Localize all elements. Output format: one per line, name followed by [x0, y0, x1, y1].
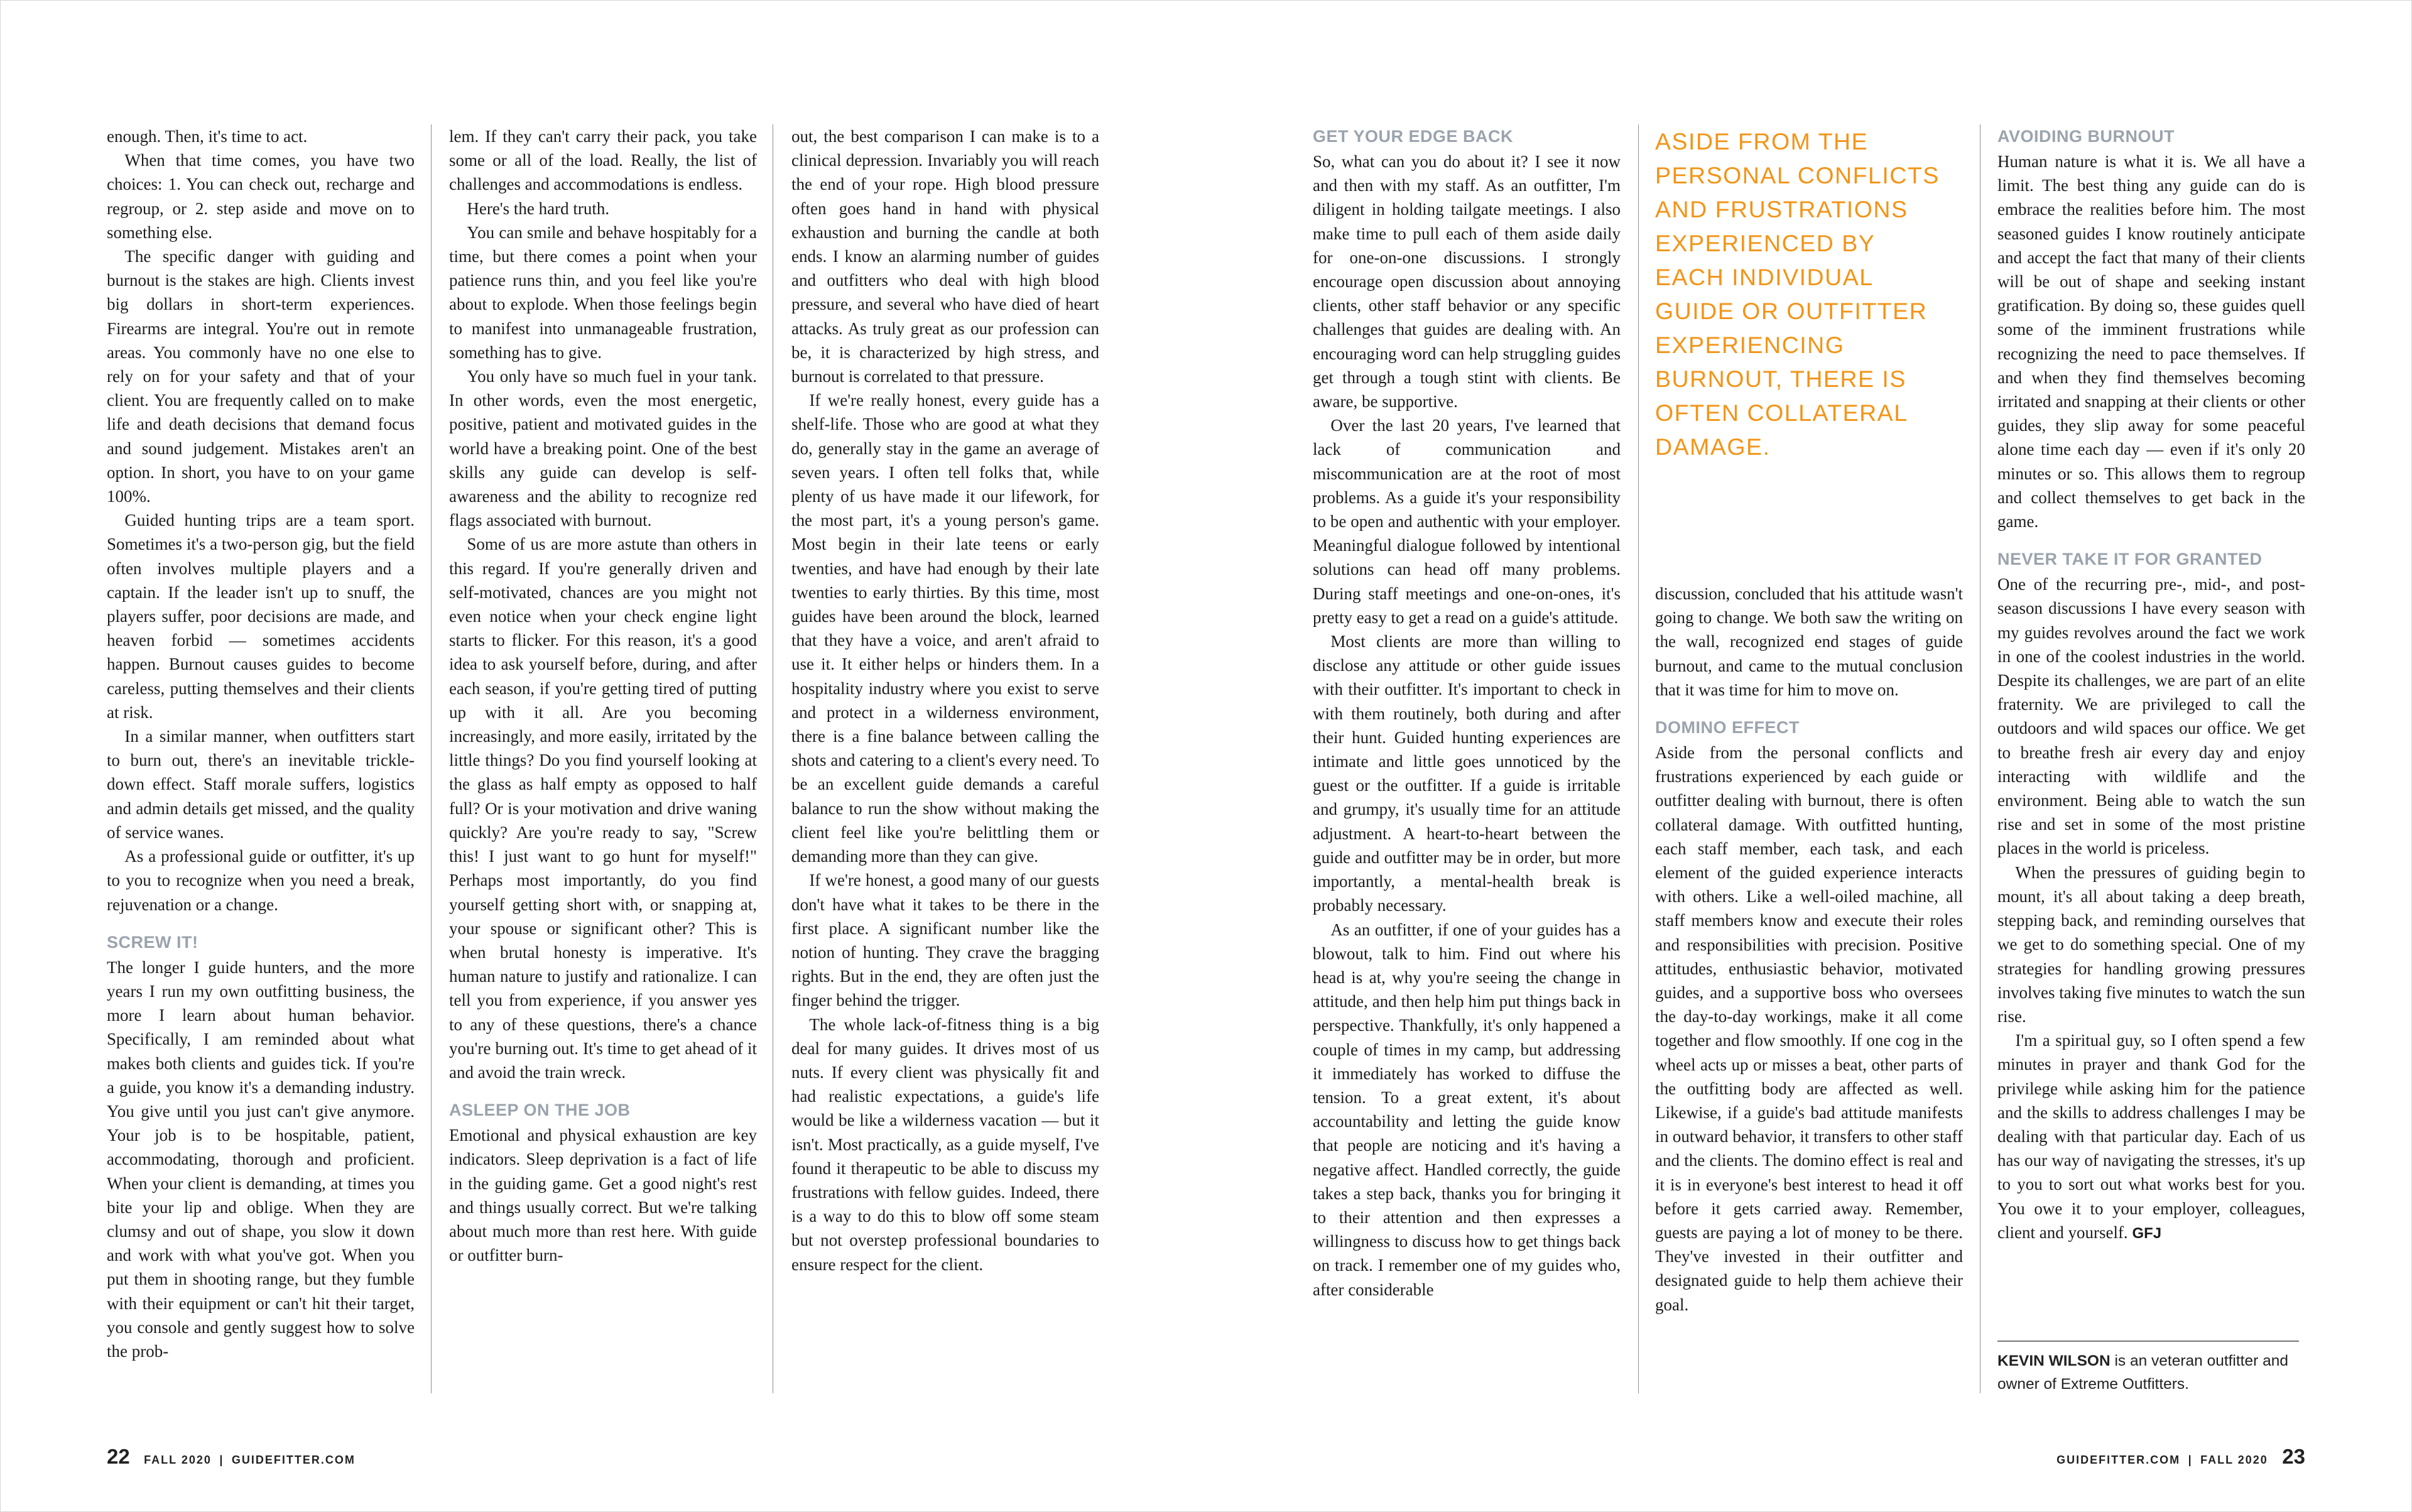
paragraph: So, what can you do about it? I see it now and then with my staff. As an outfitter, I'm diligent in holding tailgate meetings. I also make time to pull each of them aside daily for one-on-one discussions. I strongly encourage open discussion about annoying clients, other staff behavior or any specific challenges that guides are dealing with. An encouraging word can help struggling guides get through a tough stint with clients. Be aware, be supportive. [1313, 152, 1621, 411]
paragraph: Aside from the personal conflicts and frustrations experienced by each guide or outfitter dealing with burnout, there is often collateral damage. With outfitted hunting, each staff member, each task, and each element of the guided experience interacts with others. Like a well-oiled machine, all staff members know and execute their roles and responsibilities with precision. Positive attitudes, enthusiastic behavior, motivated guides, and a supportive boss who oversees the day-to-day workings, make it all come together and flow smoothly. If one cog in the wheel acts up or misses a beat, other parts of the outfitting body are affected as well. Likewise, if a guide's bad attitude manifests in outward behavior, it transfers to other staff and the clients. The domino effect is real and it is in everyone's best interest to head it off before it gets carried away. Remember, guests are paying a lot of money to be there. They've invested in their outfitter and designated guide to help them achieve their goal. [1655, 743, 1963, 1314]
paragraph: Here's the hard truth. [467, 199, 610, 218]
site-label: GUIDEFITTER.COM [231, 1454, 356, 1466]
section-heading-screw-it: SCREW IT! [107, 932, 198, 952]
paragraph: out, the best comparison I can make is to a clinical depression. Invariably you will reach the end of your rope. High blood pressure often goes hand in hand with physical exhaustion and burning the candle at both ends. I know an alarming number of guides and outfitters who deal with high blood pressure, and several who have died of heart attacks. As truly great as our profession can be, it is characterized by high stress, and burnout is correlated to that pressure. [791, 127, 1099, 386]
pull-quote: ASIDE FROM THE PERSONAL CONFLICTS AND FRUSTRATIONS EXPERIENCED BY EACH INDIVIDUAL GUIDE OR OUTFITTER EXPERIENCING BURNOUT, THERE IS OFTEN COLLATERAL DAMAGE. [1655, 128, 1940, 460]
author-bio [1997, 1349, 2299, 1396]
paragraph: You only have so much fuel in your tank. In other words, even the most energetic, positive, patient and motivated guides in the world have a breaking point. One of the best skills any guide can develop is self-awareness and the ability to recognize red flags associated with burnout. [449, 367, 757, 530]
column-5 [1655, 582, 1963, 1400]
bio-rule [1997, 1341, 2299, 1342]
paragraph: Human nature is what it is. We all have a limit. The best thing any guide can do is embrace the realities before him. The most seasoned guides I know routinely anticipate and accept the fact that many of their clients will be out of shape and seeking instant gratification. By doing so, these guides quell some of the imminent frustrations while recognizing the need to pace themselves. If and when they find themselves becoming irritated and snapping at their clients or other guides, they slip away for some peaceful alone time each day — even if it's only 20 minutes or so. This allows them to regroup and collect themselves to get back in the game. [1997, 152, 2305, 531]
separator: | [2188, 1454, 2193, 1466]
column-6 [1997, 124, 2305, 1337]
separator: | [219, 1454, 224, 1466]
paragraph: lem. If they can't carry their pack, you take some or all of the load. Really, the list of challenges and accommodations is endless. [449, 127, 757, 194]
paragraph: Most clients are more than willing to disclose any attitude or other guide issues with their outfitter. It's important to check in with them routinely, both during and after their hunt. Guided hunting experiences are intimate and little goes unnoticed by the guest or the outfitter. If a guide is irritable and grumpy, it's usually time for an attitude adjustment. A heart-to-heart between the guide and outfitter may be in order, but more importantly, a mental-health break is probably necessary. [1313, 632, 1621, 915]
paragraph: When that time comes, you have two choices: 1. You can check out, recharge and regroup, or 2. step aside and move on to something else. [107, 151, 415, 242]
section-heading-domino-effect: DOMINO EFFECT [1655, 718, 1800, 737]
paragraph: discussion, concluded that his attitude wasn't going to change. We both saw the writing on the wall, recognized end stages of guide burnout, and came to the mutual conclusion that it was time for him to move on. [1655, 584, 1963, 699]
paragraph-text: I'm a spiritual guy, so I often spend a few minutes in prayer and thank God for the privilege while asking him for the patience and the skills to address challenges I may be dealing with that particular day. Each of us has our way of navigating the stresses, it's up to you to sort out what works best for you. You owe it to your employer, colleagues, client and yourself. [1997, 1031, 2305, 1242]
page-number: 23 [2282, 1445, 2305, 1468]
issue-label: FALL 2020 [2200, 1454, 2268, 1466]
column-3 [791, 124, 1099, 1400]
left-folio [107, 1445, 356, 1469]
column-rule [431, 124, 432, 1393]
section-heading-avoiding-burnout: AVOIDING BURNOUT [1997, 127, 2175, 146]
paragraph: enough. Then, it's time to act. [107, 127, 308, 146]
author-name: KEVIN WILSON [1997, 1352, 2110, 1369]
paragraph: If we're really honest, every guide has a shelf-life. Those who are good at what they do, generally stay in the game an average of seven years. I often tell folks that, while plenty of us have made it our lifework, for the most part, it's a young person's game. Most begin in their late teens or early twenties, and have had enough by their late twenties to early thirties. By this time, most guides have been around the block, learned that they have a voice, and aren't afraid to use it. It either helps or hinders them. In a hospitality industry where you exist to serve and protect in a wilderness environment, there is a fine balance between calling the shots and catering to a client's every need. To be an excellent guide demands a careful balance to run the show without making the client feel like you're belittling them or demanding more than they can give. [791, 391, 1099, 866]
paragraph: Some of us are more astute than others in this regard. If you're generally driven and self-motivated, chances are you might not even notice when your check engine light starts to flicker. For this reason, it's a good idea to ask yourself before, during, and after each season, if you're getting tired of putting up with it all. Are you becoming increasingly, and more easily, irritated by the little things? Do you find yourself looking at the glass as half empty as opposed to half full? Or is your motivation and drive waning quickly? Are you're ready to say, "Screw this! I just want to go hunt for myself!" Perhaps most importantly, do you find yourself getting short with, or snapping at, your spouse or significant other? This is when brutal honesty is imperative. It's human nature to justify and rationalize. I can tell you from experience, if you answer yes to any of these questions, there's a chance you're burning out. It's time to get ahead of it and avoid the train wreck. [449, 535, 757, 1082]
column-2 [449, 124, 757, 1400]
right-folio [2056, 1445, 2305, 1469]
paragraph: One of the recurring pre-, mid-, and post-season discussions I have every season with my guides revolves around the fact we work in one of the coolest industries in the world. Despite its challenges, we are part of an elite fraternity. We are privileged to call the outdoors and wild spaces our office. We get to breathe fresh air every day and enjoy interacting with wildlife and the environment. Being able to watch the sun rise and set in some of the most pristine places in the world is priceless. [1997, 575, 2305, 858]
section-heading-asleep-on-the-job: ASLEEP ON THE JOB [449, 1101, 631, 1120]
column-1 [107, 124, 415, 1400]
section-heading-get-your-edge-back: GET YOUR EDGE BACK [1313, 127, 1514, 146]
paragraph: Guided hunting trips are a team sport. Sometimes it's a two-person gig, but the field often involves multiple players and a captain. If the leader isn't up to snuff, the players suffer, poor decisions are made, and heaven forbid — sometimes accidents happen. Burnout causes guides to become careless, putting themselves and their clients at risk. [107, 511, 415, 722]
paragraph: If we're honest, a good many of our guests don't have what it takes to be there in the first place. A significant number like the notion of hunting. They crave the bragging rights. But in the end, they are often just the finger behind the trigger. [791, 871, 1099, 1010]
paragraph: As an outfitter, if one of your guides has a blowout, talk to him. Find out where his head is at, why you're seeing the change in attitude, and then help him put things back in perspective. Thankfully, it's only happened a couple of times in my camp, but addressing it immediately has worked to diffuse the tension. To a great extent, it's about accountability and letting the guide know that people are noticing and it's having a negative affect. Handled correctly, the guide takes a step back, thanks you for bringing it to their attention and then expresses a willingness to discuss how to get things back on track. I remember one of my guides who, after considerable [1313, 920, 1621, 1299]
paragraph: The specific danger with guiding and burnout is the stakes are high. Clients invest big dollars in short-term experiences. Firearms are integral. You're out in remote areas. You commonly have no one else to rely on for your safety and that of your client. You are frequently called on to make life and death decisions that demand focus and sound judgement. Mistakes aren't an option. In short, you have to on your game 100%. [107, 247, 415, 506]
paragraph: When the pressures of guiding begin to mount, it's all about taking a deep breath, stepping back, and reminding ourselves that we get to do something special. One of my strategies for handling growing pressures involves taking five minutes to watch the sun rise. [1997, 862, 2305, 1026]
site-label: GUIDEFITTER.COM [2056, 1454, 2181, 1466]
column-rule [1638, 124, 1639, 1393]
section-heading-never-take-it-for-granted: NEVER TAKE IT FOR GRANTED [1997, 550, 2263, 569]
paragraph: In a similar manner, when outfitters start to burn out, there's an inevitable trickle-down effect. Staff morale suffers, logistics and admin details get missed, and the quality of service wanes. [107, 727, 415, 842]
paragraph [1997, 1028, 2305, 1246]
paragraph: You can smile and behave hospitably for a time, but there comes a point when your patience runs thin, and you feel like you're about to explode. When those feelings begin to manifest into unmanageable frustration, something has to give. [449, 222, 757, 362]
paragraph: The longer I guide hunters, and the more years I run my own outfitting business, the more I learn about human behavior. Specifically, I am reminded about what makes both clients and guides tick. If you're a guide, you know it's a demanding industry. You give until you just can't give anymore. Your job is to be hospitable, patient, accommodating, thorough and proficient. When your client is demanding, at times you bite your lip and oblige. When they are clumsy and out of shape, you slow it down and work with what you've got. When you put them in shooting range, but they fumble with their equipment or can't hit their target, you console and gently suggest how to solve the prob- [107, 957, 415, 1361]
column-4 [1313, 124, 1621, 1400]
author-bio-text: is an veteran outfitter and owner of Extreme Outfitters. [1997, 1352, 2288, 1393]
paragraph: Emotional and physical exhaustion are key indicators. Sleep deprivation is a fact of life in the guiding game. Get a good night's rest and things usually correct. But we're talking about much more than rest here. With guide or outfitter burn- [449, 1126, 757, 1265]
paragraph: The whole lack-of-fitness thing is a big deal for many guides. It drives most of us nuts. If every client was physically fit and had realistic expectations, a guide's life would be like a wilderness vacation — but it isn't. Most practically, as a guide myself, I've found it therapeutic to be able to discuss my frustrations with fellow guides. Indeed, there is a way to do this to blow off some steam but not overstep professional boundaries to ensure respect for the client. [791, 1014, 1099, 1274]
paragraph: As a professional guide or outfitter, it's up to you to recognize when you need a break, rejuvenation or a change. [107, 847, 415, 914]
paragraph: Over the last 20 years, I've learned that lack of communication and miscommunication are at the root of most problems. As a guide it's your responsibility to be open and authentic with your employer. Meaningful dialogue followed by intentional solutions can head off many problems. During staff meetings and one-on-ones, it's pretty easy to get a read on a guide's attitude. [1313, 416, 1621, 627]
page-number: 22 [107, 1445, 130, 1468]
issue-label: FALL 2020 [144, 1454, 212, 1466]
end-mark: GFJ [2132, 1224, 2162, 1242]
